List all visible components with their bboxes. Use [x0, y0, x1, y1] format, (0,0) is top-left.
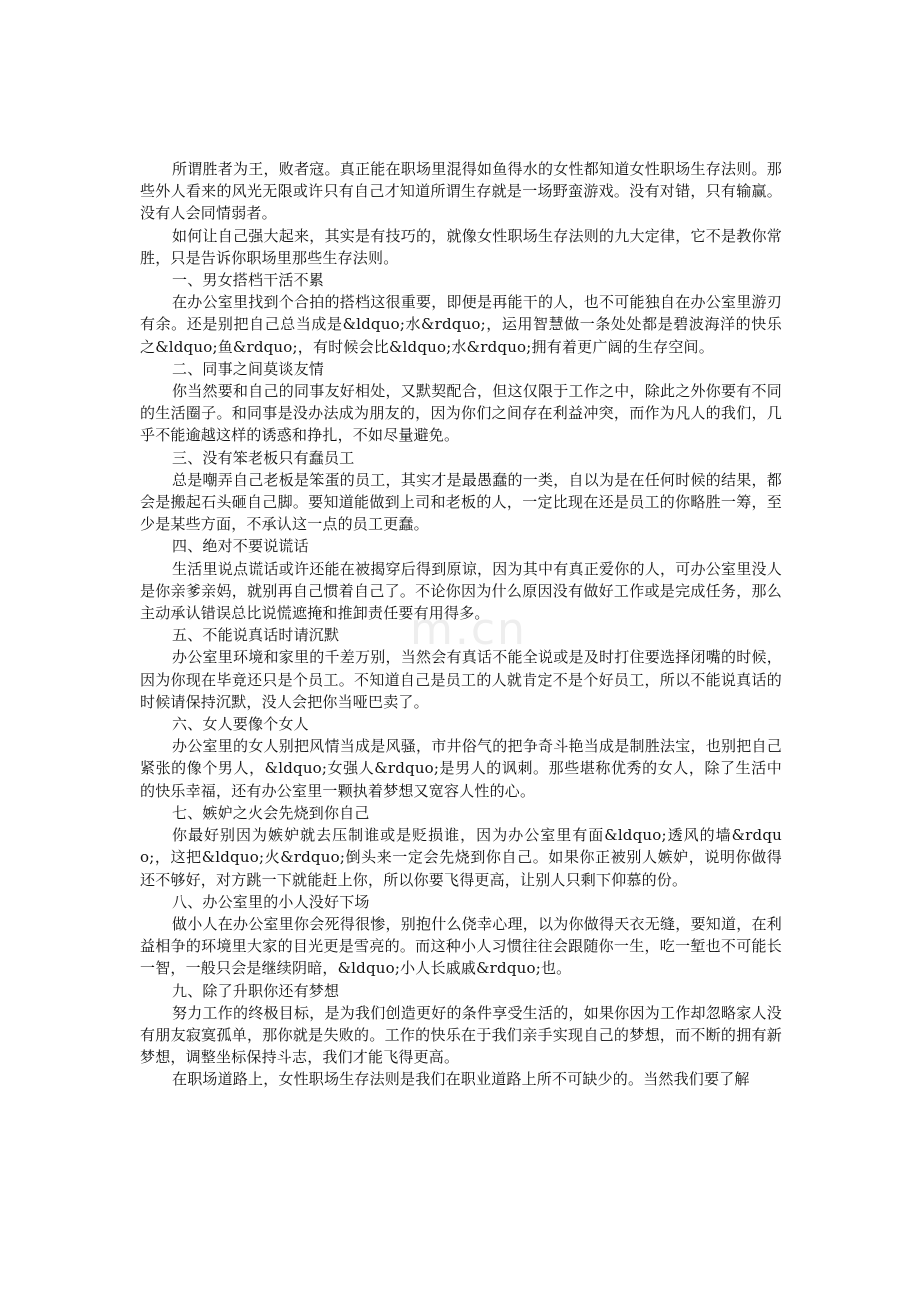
section-heading-4: 四、绝对不要说谎话 — [172, 537, 309, 556]
section-heading-3: 三、没有笨老板只有蠢员工 — [172, 448, 355, 467]
section-heading-8: 八、办公室里的小人没好下场 — [172, 892, 370, 911]
section-heading-6: 六、女人要像个女人 — [172, 715, 309, 734]
paragraph-6: 生活里说点谎话或许还能在被揭穿后得到原谅，因为其中有真正爱你的人，可办公室里没人是你亲爹亲妈，就别再自己惯着自己了。不论你因为什么原因没有做好工作或是完成任务，那么主动承认错误总比说慌遮掩和推卸责任要有用得多。 — [140, 559, 782, 623]
paragraph-3: 在办公室里找到个合拍的搭档这很重要，即便是再能干的人，也不可能独自在办公室里游刃有余。还是别把自己总当成是&ldquo;水&rdquo;，运用智慧做一条处处都是碧波海洋的快乐之&ldquo;鱼&rdquo;，有时候会比&ldquo;水&rdquo;拥有着更广阔的生存空间。 — [140, 293, 782, 356]
section-heading-5: 五、不能说真话时请沉默 — [172, 626, 340, 645]
watermark: m.cn — [410, 604, 527, 655]
paragraph-8: 办公室里的女人别把风情当成是风骚，市井俗气的把争奇斗艳当成是制胜法宝，也别把自己紧张的像个男人，&ldquo;女强人&rdquo;是男人的讽刺。那些堪称优秀的女人，除了生活中的快乐幸福，还有办公室里一颗执着梦想又宽容人性的心。 — [140, 737, 782, 800]
paragraph-9: 你最好别因为嫉妒就去压制谁或是贬损谁，因为办公室里有面&ldquo;透风的墙&rdquo;，这把&ldquo;火&rdquo;倒头来一定会先烧到你自己。如果你正被别人嫉妒，说明你做得还不够好，对方跳一下就能赶上你，所以你要飞得更高，让别人只剩下仰慕的份。 — [140, 826, 782, 889]
paragraph-2: 如何让自己强大起来，其实是有技巧的，就像女性职场生存法则的九大定律，它不是教你常胜，只是告诉你职场里那些生存法则。 — [140, 226, 782, 267]
section-heading-9: 九、除了升职你还有梦想 — [172, 981, 340, 1000]
paragraph-1: 所谓胜者为王，败者寇。真正能在职场里混得如鱼得水的女性都知道女性职场生存法则。那些外人看来的风光无限或许只有自己才知道所谓生存就是一场野蛮游戏。没有对错，只有输赢。没有人会同情弱者。 — [140, 160, 782, 223]
paragraph-11: 努力工作的终极目标，是为我们创造更好的条件享受生活的，如果你因为工作却忽略家人没有朋友寂寞孤单，那你就是失败的。工作的快乐在于我们亲手实现自己的梦想，而不断的拥有新梦想，调整坐标保持斗志，我们才能飞得更高。 — [140, 1003, 782, 1067]
paragraph-7: 办公室里环境和家里的千差万别，当然会有真话不能全说或是及时打住要选择闭嘴的时候，因为你现在毕竟还只是个员工。不知道自己是员工的人就肯定不是个好员工，所以不能说真话的时候请保持沉默，没人会把你当哑巴卖了。 — [140, 648, 782, 711]
section-heading-7: 七、嫉妒之火会先烧到你自己 — [172, 803, 370, 822]
document-body — [140, 158, 782, 1091]
section-heading-1: 一、男女搭档干活不累 — [172, 271, 325, 290]
paragraph-5: 总是嘲弄自己老板是笨蛋的员工，其实才是最愚蠢的一类，自以为是在任何时候的结果，都会是搬起石头砸自己脚。要知道能做到上司和老板的人，一定比现在还是员工的你略胜一筹，至少是某些方面，不承认这一点的员工更蠢。 — [140, 470, 782, 534]
section-heading-2: 二、同事之间莫谈友情 — [172, 359, 325, 378]
paragraph-12: 在职场道路上，女性职场生存法则是我们在职业道路上所不可缺少的。当然我们要了解 — [172, 1070, 750, 1089]
paragraph-4: 你当然要和自己的同事友好相处，又默契配合，但这仅限于工作之中，除此之外你要有不同的生活圈子。和同事是没办法成为朋友的，因为你们之间存在利益冲突，而作为凡人的我们，几乎不能逾越这样的诱惑和挣扎，不如尽量避免。 — [140, 382, 782, 445]
paragraph-10: 做小人在办公室里你会死得很惨，别抱什么侥幸心理，以为你做得天衣无缝，要知道，在利益相争的环境里大家的目光更是雪亮的。而这种小人习惯往往会跟随你一生，吃一堑也不可能长一智，一般只会是继续阴暗，&ldquo;小人长戚戚&rdquo;也。 — [140, 914, 782, 978]
